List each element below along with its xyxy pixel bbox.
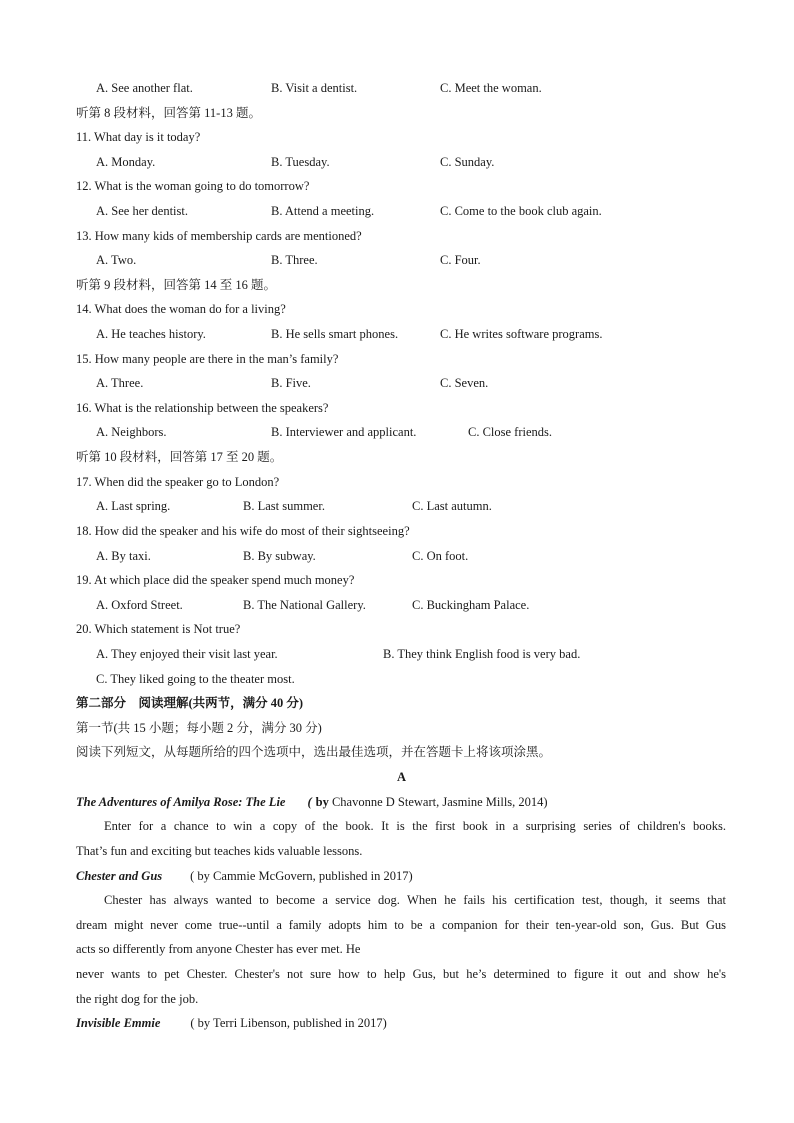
book1-paren: ( bbox=[307, 795, 312, 809]
q18-option-c: C. On foot. bbox=[412, 549, 469, 563]
book1-title: The Adventures of Amilya Rose: The Lie bbox=[76, 795, 286, 809]
q12-option-c: C. Come to the book club again. bbox=[440, 204, 602, 218]
book2-credit: ( by Cammie McGovern, published in 2017) bbox=[190, 869, 413, 883]
q18-option-a: A. By taxi. bbox=[96, 549, 151, 563]
q14-option-c: C. He writes software programs. bbox=[440, 327, 603, 341]
q11-stem: 11. What day is it today? bbox=[76, 130, 201, 144]
q10-option-a: A. See another flat. bbox=[96, 81, 193, 95]
book1-heading bbox=[76, 794, 548, 810]
q20-option-a: A. They enjoyed their visit last year. bbox=[96, 647, 278, 661]
q16-option-c: C. Close friends. bbox=[468, 425, 553, 439]
part-two-title: 第二部分 阅读理解(共两节，满分 40 分) bbox=[76, 696, 304, 710]
book3-title: Invisible Emmie bbox=[76, 1016, 161, 1030]
q13-option-b: B. Three. bbox=[271, 253, 318, 267]
q20-stem: 20. Which statement is Not true? bbox=[76, 622, 241, 636]
q15-stem: 15. How many people are there in the man’s family? bbox=[76, 352, 339, 366]
q11-option-b: B. Tuesday. bbox=[271, 155, 330, 169]
book2-paragraph-line5: the right dog for the job. bbox=[76, 992, 199, 1006]
q14-option-a: A. He teaches history. bbox=[96, 327, 206, 341]
q10-option-b: B. Visit a dentist. bbox=[271, 81, 358, 95]
q15-option-c: C. Seven. bbox=[440, 376, 489, 390]
q17-stem: 17. When did the speaker go to London? bbox=[76, 475, 280, 489]
q18-option-b: B. By subway. bbox=[243, 549, 316, 563]
book2-paragraph-line3: acts so differently from anyone Chester has ever met. He bbox=[76, 942, 361, 956]
q16-option-a: A. Neighbors. bbox=[96, 425, 167, 439]
book2-heading bbox=[76, 868, 413, 884]
section9-intro: 听第 9 段材料，回答第 14 至 16 题。 bbox=[76, 278, 277, 292]
section10-intro: 听第 10 段材料，回答第 17 至 20 题。 bbox=[76, 450, 283, 464]
book2-paragraph-line1: Chester has always wanted to become a service dog. When he fails his certification test, though, it seems that bbox=[104, 893, 726, 907]
q13-option-a: A. Two. bbox=[96, 253, 137, 267]
q13-stem: 13. How many kids of membership cards are mentioned? bbox=[76, 229, 362, 243]
book2-title: Chester and Gus bbox=[76, 869, 163, 883]
q20-option-c: C. They liked going to the theater most. bbox=[96, 672, 295, 686]
q11-option-c: C. Sunday. bbox=[440, 155, 495, 169]
section8-intro: 听第 8 段材料，回答第 11-13 题。 bbox=[76, 106, 261, 120]
q16-option-b: B. Interviewer and applicant. bbox=[271, 425, 417, 439]
q12-stem: 12. What is the woman going to do tomorrow? bbox=[76, 179, 310, 193]
book1-credit: Chavonne D Stewart, Jasmine Mills, 2014) bbox=[331, 795, 548, 809]
book3-heading bbox=[76, 1015, 387, 1031]
q10-option-c: C. Meet the woman. bbox=[440, 81, 542, 95]
q17-option-b: B. Last summer. bbox=[243, 499, 325, 513]
q20-option-b: B. They think English food is very bad. bbox=[383, 647, 581, 661]
book1-paragraph-line2: That’s fun and exciting but teaches kids valuable lessons. bbox=[76, 844, 363, 858]
q15-option-b: B. Five. bbox=[271, 376, 311, 390]
q14-option-b: B. He sells smart phones. bbox=[271, 327, 399, 341]
book3-credit: ( by Terri Libenson, published in 2017) bbox=[190, 1016, 387, 1030]
q19-stem: 19. At which place did the speaker spend much money? bbox=[76, 573, 355, 587]
q13-option-c: C. Four. bbox=[440, 253, 481, 267]
reading-instructions: 阅读下列短文，从每题所给的四个选项中，选出最佳选项，并在答题卡上将该项涂黑。 bbox=[76, 745, 552, 759]
q16-stem: 16. What is the relationship between the speakers? bbox=[76, 401, 329, 415]
q19-option-a: A. Oxford Street. bbox=[96, 598, 183, 612]
q12-option-b: B. Attend a meeting. bbox=[271, 204, 375, 218]
q11-option-a: A. Monday. bbox=[96, 155, 156, 169]
q17-option-a: A. Last spring. bbox=[96, 499, 171, 513]
q17-option-c: C. Last autumn. bbox=[412, 499, 492, 513]
q19-option-c: C. Buckingham Palace. bbox=[412, 598, 530, 612]
book1-paragraph-line1: Enter for a chance to win a copy of the book. It is the first book in a surprising series of children's books. bbox=[104, 819, 726, 833]
book2-paragraph-line4: never wants to pet Chester. Chester's not sure how to help Gus, but he’s determined to figure it out and show he's bbox=[76, 967, 726, 981]
q19-option-b: B. The National Gallery. bbox=[243, 598, 366, 612]
passage-label: A bbox=[397, 770, 407, 784]
book2-paragraph-line2: dream might never come true--until a family adopts him to be a companion for their ten-year-old son, Gus. But Gus bbox=[76, 918, 726, 932]
q12-option-a: A. See her dentist. bbox=[96, 204, 188, 218]
q14-stem: 14. What does the woman do for a living? bbox=[76, 302, 286, 316]
section-one-heading: 第一节(共 15 小题；每小题 2 分，满分 30 分) bbox=[76, 721, 322, 735]
q15-option-a: A. Three. bbox=[96, 376, 144, 390]
q18-stem: 18. How did the speaker and his wife do most of their sightseeing? bbox=[76, 524, 410, 538]
book1-by: by bbox=[315, 795, 329, 809]
